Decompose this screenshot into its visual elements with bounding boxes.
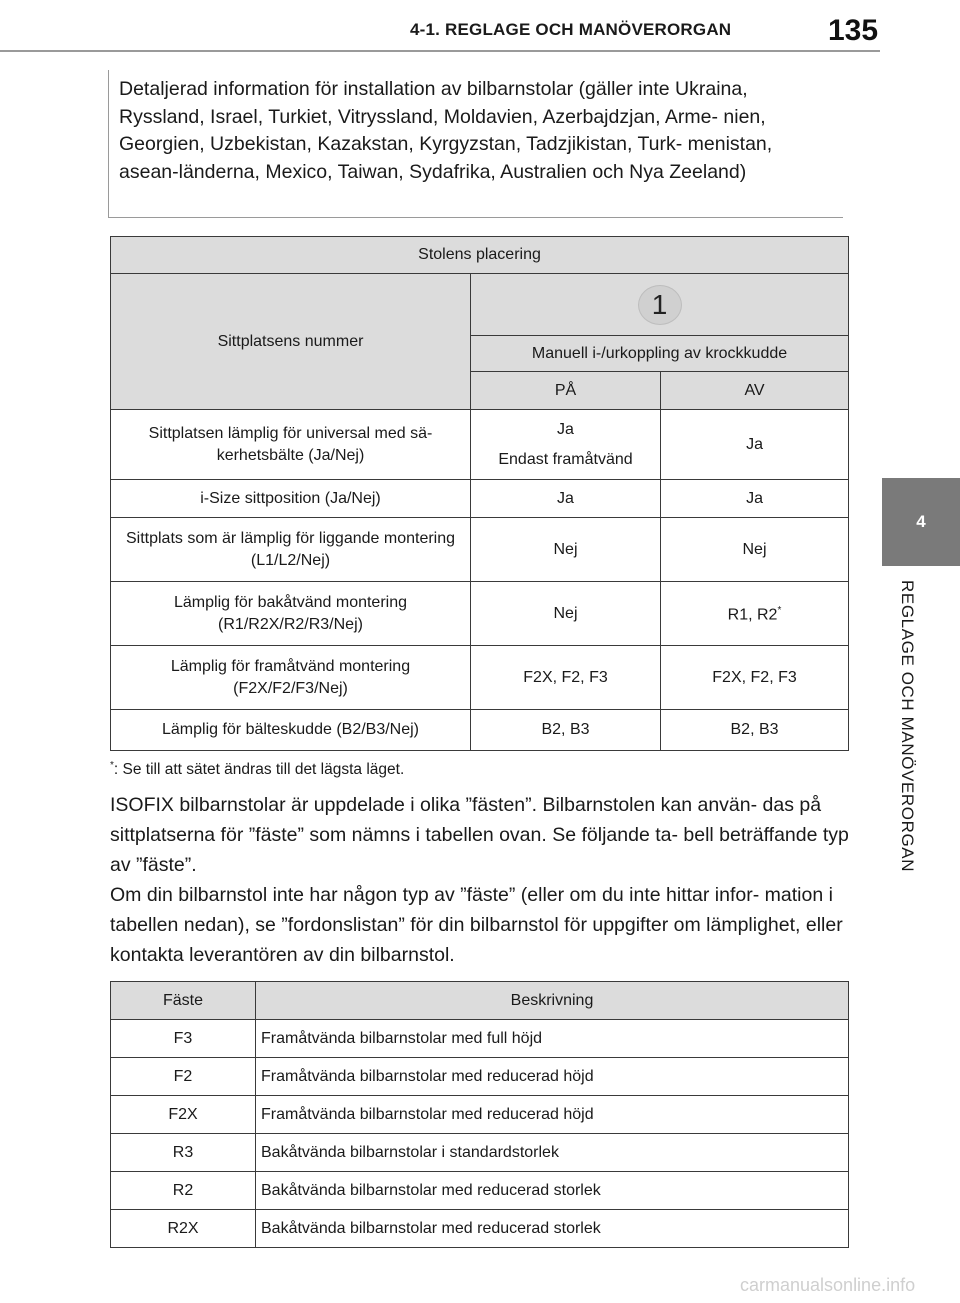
- row-label: Lämplig för framåtvänd montering (F2X/F2/F3/Nej): [111, 646, 471, 710]
- row-label: Sittplatsen lämplig för universal med sä- kerhetsbälte (Ja/Nej): [111, 410, 471, 480]
- cell-on: [471, 410, 661, 480]
- fixture-description: Framåtvända bilbarnstolar med reducerad höjd: [256, 1058, 849, 1096]
- fixture-code: F3: [111, 1020, 256, 1058]
- table-row: [111, 1172, 849, 1210]
- row-label: Lämplig för bakåtvänd montering (R1/R2X/R2/R3/Nej): [111, 582, 471, 646]
- cell-off: F2X, F2, F3: [661, 646, 849, 710]
- cell-on: Ja: [471, 480, 661, 518]
- chapter-side-label: REGLAGE OCH MANÖVERORGAN: [898, 580, 917, 873]
- footnote-mark: *: [110, 760, 114, 771]
- fixture-description: Framåtvända bilbarnstolar med full höjd: [256, 1020, 849, 1058]
- body-text: [110, 790, 850, 970]
- fixture-table: [110, 981, 849, 1248]
- table-row: [111, 410, 849, 480]
- cell-off: Ja: [661, 480, 849, 518]
- chapter-number: 4: [916, 512, 926, 531]
- cell-on: Nej: [471, 518, 661, 582]
- header-divider: [0, 50, 880, 52]
- table-row: [111, 646, 849, 710]
- cell-off-value: R1, R2: [727, 606, 778, 624]
- table-row: [111, 480, 849, 518]
- cell-off: B2, B3: [661, 710, 849, 751]
- watermark: carmanualsonline.info: [740, 1275, 916, 1295]
- table-row: [111, 1020, 849, 1058]
- footnote-text: : Se till att sätet ändras till det lägsta läget.: [113, 761, 405, 779]
- seat-number-label: Sittplatsens nummer: [111, 274, 471, 410]
- cell-off: [661, 582, 849, 646]
- col-header-description: Beskrivning: [256, 982, 849, 1020]
- cell-on-line2: Endast framåtvänd: [498, 450, 633, 468]
- cell-on: Nej: [471, 582, 661, 646]
- table-row: [111, 1210, 849, 1248]
- paragraph: Om din bilbarnstol inte har någon typ av ”fäste” (eller om du inte hittar infor- mation i tabellen nedan), se ”fordonslistan” för din bilbarnstol för uppgifter om lämplighet, eller kontakta leverantören av din bilbarnstol.: [110, 884, 843, 966]
- fixture-description: Bakåtvända bilbarnstolar med reducerad storlek: [256, 1172, 849, 1210]
- table-row: [111, 710, 849, 751]
- fixture-code: R2X: [111, 1210, 256, 1248]
- section-title: 4-1. REGLAGE OCH MANÖVERORGAN: [410, 20, 732, 39]
- airbag-on-label: PÅ: [471, 372, 661, 410]
- fixture-description: Bakåtvända bilbarnstolar med reducerad storlek: [256, 1210, 849, 1248]
- airbag-off-label: AV: [661, 372, 849, 410]
- cell-on: B2, B3: [471, 710, 661, 751]
- table-row: [111, 1134, 849, 1172]
- table-row: [111, 1096, 849, 1134]
- page-number: 135: [828, 14, 879, 47]
- fixture-description: Framåtvända bilbarnstolar med reducerad höjd: [256, 1096, 849, 1134]
- chapter-tab: [882, 478, 960, 566]
- row-label: Lämplig för bälteskudde (B2/B3/Nej): [111, 710, 471, 751]
- row-label: Sittplats som är lämplig för liggande montering (L1/L2/Nej): [111, 518, 471, 582]
- row-label: i-Size sittposition (Ja/Nej): [111, 480, 471, 518]
- seat-number-badge: 1: [638, 285, 682, 325]
- footnote: [110, 760, 404, 779]
- cell-off: Ja: [661, 410, 849, 480]
- table-row: [111, 582, 849, 646]
- footnote-marker: *: [777, 605, 782, 617]
- fixture-code: R3: [111, 1134, 256, 1172]
- paragraph: ISOFIX bilbarnstolar är uppdelade i olika ”fästen”. Bilbarnstolen kan använ- das på sittplatserna för ”fäste” som nämns i tabellen ovan. Se följande ta- bell beträffande typ av ”fäste”.: [110, 794, 849, 876]
- table-row: [111, 1058, 849, 1096]
- fixture-description: Bakåtvända bilbarnstolar i standardstorlek: [256, 1134, 849, 1172]
- table-header-seat-position: Stolens placering: [111, 237, 849, 274]
- seat-suitability-table: [110, 236, 849, 751]
- seat-number-cell: [471, 274, 849, 336]
- fixture-code: F2X: [111, 1096, 256, 1134]
- fixture-code: F2: [111, 1058, 256, 1096]
- airbag-switch-label: Manuell i-/urkoppling av krockkudde: [471, 336, 849, 372]
- cell-off: Nej: [661, 518, 849, 582]
- col-header-fixture: Fäste: [111, 982, 256, 1020]
- table-row: [111, 518, 849, 582]
- cell-on: F2X, F2, F3: [471, 646, 661, 710]
- intro-note: Detaljerad information för installation av bilbarnstolar (gäller inte Ukraina, Ryssland, Israel, Turkiet, Vitryssland, Moldavien, Azerbajdzjan, Arme- nien, Georgien, Uzbekistan, Kazakstan, Kyrgyzstan, Tadzjikistan, Turk- menistan, asean-länderna, Mexico, Taiwan, Sydafrika, Australien och Nya Zeeland): [108, 70, 843, 218]
- cell-on-line1: Ja: [557, 420, 574, 438]
- fixture-code: R2: [111, 1172, 256, 1210]
